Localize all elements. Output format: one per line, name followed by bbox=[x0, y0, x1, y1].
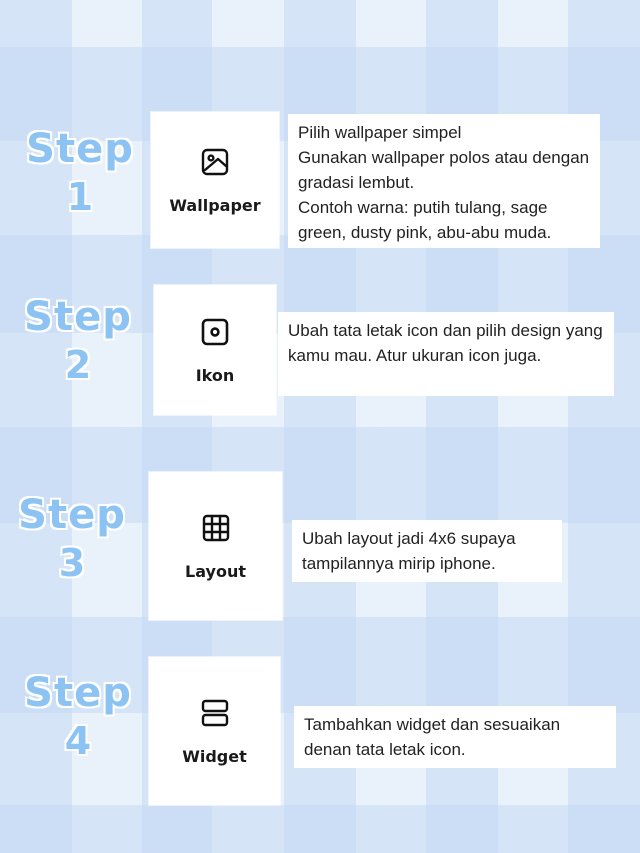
app-icon bbox=[199, 316, 231, 352]
step-3-label bbox=[14, 490, 130, 588]
description-text: Pilih wallpaper simpel Gunakan wallpaper polos atau dengan gradasi lembut. Contoh warna: putih tulang, sage green, dusty pink, abu-abu muda. bbox=[298, 123, 590, 242]
step-4-label bbox=[20, 668, 136, 766]
step-2-description bbox=[278, 312, 614, 396]
step-word: Step bbox=[24, 294, 132, 340]
step-4-description bbox=[294, 706, 616, 768]
step-1-label bbox=[22, 124, 138, 222]
card-label: Wallpaper bbox=[169, 195, 261, 215]
card-label: Layout bbox=[185, 561, 246, 581]
step-3-description bbox=[292, 520, 562, 582]
layout-card[interactable] bbox=[149, 472, 282, 620]
wallpaper-card[interactable] bbox=[151, 112, 279, 248]
step-number: 4 bbox=[64, 719, 92, 763]
step-number: 2 bbox=[64, 343, 92, 387]
widget-icon bbox=[199, 697, 231, 733]
step-1-description bbox=[288, 114, 600, 248]
description-text: Ubah tata letak icon dan pilih design yang kamu mau. Atur ukuran icon juga. bbox=[288, 321, 603, 365]
step-word: Step bbox=[26, 126, 134, 172]
step-number: 3 bbox=[58, 541, 86, 585]
card-label: Ikon bbox=[195, 365, 235, 385]
card-label: Widget bbox=[182, 746, 247, 766]
image-icon bbox=[199, 146, 231, 182]
grid-icon bbox=[200, 512, 232, 548]
description-text: Tambahkan widget dan sesuaikan denan tata letak icon. bbox=[304, 715, 561, 759]
step-number: 1 bbox=[66, 175, 94, 219]
description-text: Ubah layout jadi 4x6 supaya tampilannya mirip iphone. bbox=[302, 529, 516, 573]
step-word: Step bbox=[18, 492, 126, 538]
widget-card[interactable] bbox=[149, 657, 280, 805]
ikon-card[interactable] bbox=[154, 285, 276, 415]
step-2-label bbox=[20, 292, 136, 390]
step-word: Step bbox=[24, 670, 132, 716]
